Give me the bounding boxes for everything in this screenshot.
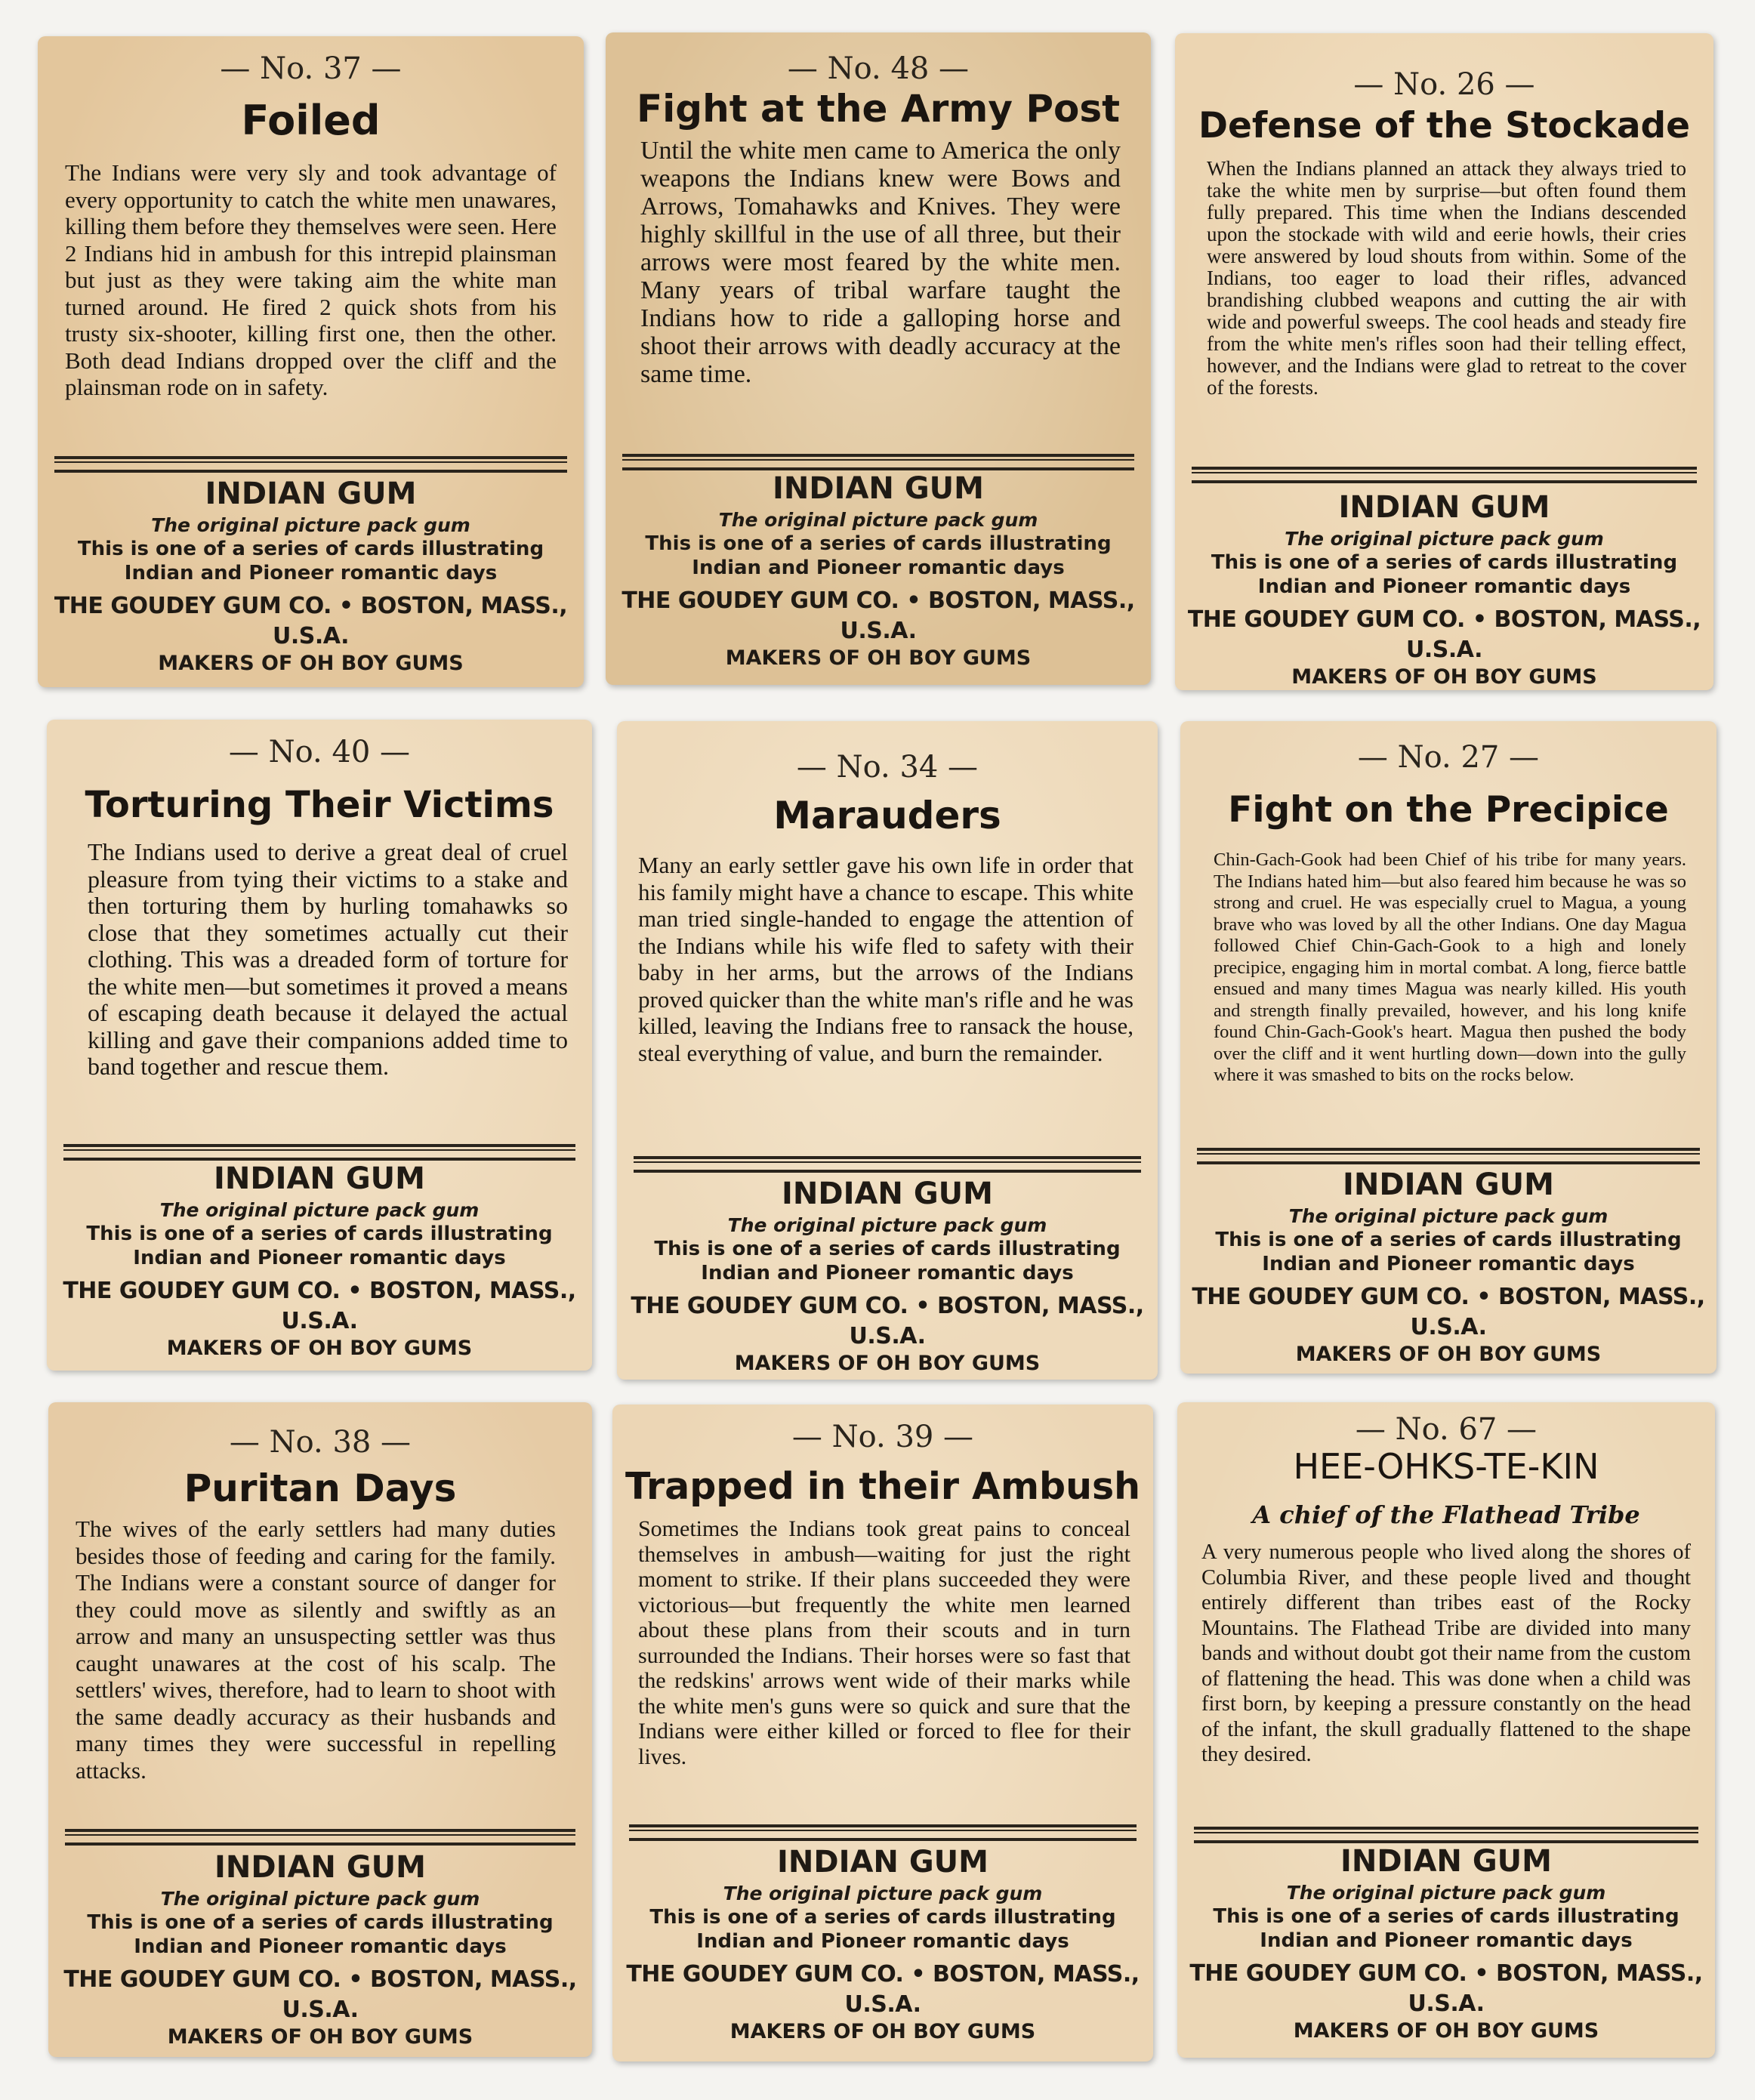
series-line-1: This is one of a series of cards illustrating bbox=[649, 1906, 1116, 1929]
brand-tagline: The original picture pack gum bbox=[1286, 1882, 1606, 1904]
double-rule-divider bbox=[1192, 467, 1697, 483]
trading-card bbox=[48, 1402, 592, 2057]
brand-name: INDIAN GUM bbox=[773, 471, 984, 506]
series-line-1: This is one of a series of cards illustrating bbox=[1211, 551, 1678, 574]
double-rule-divider bbox=[634, 1156, 1141, 1173]
brand-name: INDIAN GUM bbox=[1343, 1167, 1554, 1202]
series-line-1: This is one of a series of cards illustrating bbox=[645, 532, 1112, 555]
company-name: THE GOUDEY GUM CO. • BOSTON, MASS., U.S.A. bbox=[621, 587, 1135, 644]
company-name: THE GOUDEY GUM CO. • BOSTON, MASS., U.S.A. bbox=[1187, 606, 1701, 663]
card-title: Fight on the Precipice bbox=[1228, 789, 1669, 831]
trading-card bbox=[38, 36, 584, 687]
card-footer bbox=[606, 469, 1151, 671]
brand-name: INDIAN GUM bbox=[777, 1845, 989, 1880]
series-line-2: Indian and Pioneer romantic days bbox=[124, 562, 498, 584]
brand-name: INDIAN GUM bbox=[214, 1161, 425, 1196]
card-title: Fight at the Army Post bbox=[637, 87, 1120, 131]
brand-tagline: The original picture pack gum bbox=[723, 1883, 1043, 1904]
card-number: — No. 34 — bbox=[796, 750, 979, 785]
card-body-text: The Indians used to derive a great deal of cruel pleasure from tying their victims to a stake and then torturing them by hurling tomahawks so close that they sometimes actually cut their clothing. This was a dreaded form of torture for the white men—but sometimes it proved a means of escaping death because it delayed the actual killing and gave their companions added time to band together and rescue them. bbox=[88, 838, 568, 1080]
series-line-1: This is one of a series of cards illustrating bbox=[77, 538, 544, 560]
series-line-2: Indian and Pioneer romantic days bbox=[134, 1935, 507, 1958]
card-body-text: Many an early settler gave his own life in order that his family might have a chance to escape. This white man tried single-handed to engage the attention of the Indians while his wife fled to safety with their baby in her arms, but the arrows of the Indians proved quicker than the white man's rifle and he was killed, leaving the Indians free to ransack the house, steal everything of value, and burn the remainder. bbox=[638, 852, 1134, 1066]
trading-card bbox=[1180, 721, 1716, 1374]
brand-tagline: The original picture pack gum bbox=[727, 1214, 1047, 1236]
series-line-2: Indian and Pioneer romantic days bbox=[1260, 1929, 1633, 1952]
company-name: THE GOUDEY GUM CO. • BOSTON, MASS., U.S.A. bbox=[631, 1293, 1144, 1349]
company-name: THE GOUDEY GUM CO. • BOSTON, MASS., U.S.A. bbox=[63, 1966, 577, 2023]
brand-name: INDIAN GUM bbox=[214, 1850, 426, 1885]
trading-card bbox=[1175, 33, 1713, 690]
series-line-2: Indian and Pioneer romantic days bbox=[133, 1247, 506, 1269]
series-line-2: Indian and Pioneer romantic days bbox=[696, 1930, 1069, 1953]
double-rule-divider bbox=[63, 1144, 575, 1161]
card-number: — No. 38 — bbox=[229, 1425, 412, 1460]
double-rule-divider bbox=[1197, 1148, 1700, 1164]
card-footer bbox=[1180, 1165, 1716, 1367]
company-name: THE GOUDEY GUM CO. • BOSTON, MASS., U.S.A. bbox=[63, 1278, 576, 1334]
card-footer bbox=[1177, 1842, 1715, 2043]
card-title: Trapped in their Ambush bbox=[625, 1465, 1141, 1508]
card-title: Defense of the Stockade bbox=[1198, 105, 1691, 146]
card-footer bbox=[612, 1843, 1153, 2044]
card-body-text: Until the white men came to America the only weapons the Indians knew were Bows and Arrows, Tomahawks and Knives. They were highly skillful in the use of all three, but their arrows were most feared by the white men. Many years of tribal warfare taught the Indians how to ride a galloping horse and shoot their arrows with deadly accuracy at the same time. bbox=[640, 137, 1121, 388]
makers-line: MAKERS OF OH BOY GUMS bbox=[1293, 2019, 1599, 2043]
card-body-text: The wives of the early settlers had many duties besides those of feeding and caring for the family. The Indians were a constant source of danger for they could move as silently and swiftly as an arrow and many an unsuspecting settler was thus caught unawares at the cost of his scalp. The settlers' wives, therefore, had to learn to shoot with the same deadly accuracy as their husbands and many times they were successful in repelling attacks. bbox=[76, 1516, 556, 1784]
makers-line: MAKERS OF OH BOY GUMS bbox=[734, 1352, 1041, 1375]
brand-tagline: The original picture pack gum bbox=[1288, 1205, 1608, 1227]
series-line-1: This is one of a series of cards illustrating bbox=[1215, 1229, 1682, 1251]
brand-tagline: The original picture pack gum bbox=[159, 1199, 480, 1221]
series-line-1: This is one of a series of cards illustrating bbox=[87, 1911, 554, 1934]
makers-line: MAKERS OF OH BOY GUMS bbox=[158, 652, 464, 675]
card-number: — No. 27 — bbox=[1357, 740, 1540, 775]
card-body-text: A very numerous people who lived along the shores of Columbia River, and these people lived and thought entirely different than tribes east of the Rocky Mountains. The Flathead Tribe are divided into many bands and without doubt got their name from the custom of flattening the head. This was done when a child was first born, by keeping a pressure constantly on the head of the infant, the skull gradually flattened to the shape they desired. bbox=[1201, 1540, 1691, 1766]
makers-line: MAKERS OF OH BOY GUMS bbox=[725, 646, 1032, 670]
makers-line: MAKERS OF OH BOY GUMS bbox=[166, 1337, 473, 1360]
card-footer bbox=[1175, 488, 1713, 689]
company-name: THE GOUDEY GUM CO. • BOSTON, MASS., U.S.A. bbox=[54, 593, 568, 649]
double-rule-divider bbox=[622, 454, 1134, 470]
makers-line: MAKERS OF OH BOY GUMS bbox=[729, 2020, 1036, 2043]
series-line-1: This is one of a series of cards illustrating bbox=[86, 1223, 553, 1245]
trading-card bbox=[606, 32, 1151, 685]
brand-tagline: The original picture pack gum bbox=[151, 514, 470, 536]
card-footer bbox=[38, 474, 584, 676]
series-line-2: Indian and Pioneer romantic days bbox=[701, 1262, 1074, 1284]
company-name: THE GOUDEY GUM CO. • BOSTON, MASS., U.S.A. bbox=[626, 1961, 1140, 2018]
double-rule-divider bbox=[629, 1824, 1137, 1841]
brand-tagline: The original picture pack gum bbox=[160, 1888, 480, 1910]
series-line-2: Indian and Pioneer romantic days bbox=[1262, 1253, 1635, 1275]
makers-line: MAKERS OF OH BOY GUMS bbox=[1295, 1343, 1602, 1366]
makers-line: MAKERS OF OH BOY GUMS bbox=[1291, 665, 1597, 689]
card-number: — No. 67 — bbox=[1355, 1412, 1538, 1447]
card-body-text: Chin-Gach-Gook had been Chief of his tribe for many years. The Indians hated him—but also feared him because he was so strong and cruel. He was especially cruel to Magua, a young brave who was loved by all the other Indians. One day Magua followed Chief Chin-Gach-Gook to a high and lonely precipice, engaging him in mortal combat. A long, fierce battle ensued and many times Magua was nearly killed. His youth and strength finally prevailed, however, and his long knife found Chin-Gach-Gook's heart. Magua then pushed the body over the cliff and it went hurtling down—down into the gully where it was smashed to bits on the rocks below. bbox=[1214, 850, 1686, 1085]
card-title: Torturing Their Victims bbox=[85, 784, 554, 826]
card-title: Foiled bbox=[241, 97, 381, 144]
makers-line: MAKERS OF OH BOY GUMS bbox=[167, 2025, 473, 2049]
series-line-2: Indian and Pioneer romantic days bbox=[692, 557, 1065, 579]
card-number: — No. 37 — bbox=[220, 51, 402, 86]
card-body-text: Sometimes the Indians took great pains to conceal themselves in ambush—waiting for just the right moment to strike. If their plans succeeded they were victorious—but frequently the white men learned about these plans from their scouts and in turn surrounded the Indians. Their horses were so fast that the redskins' arrows went wide of their marks while the white men's guns were so quick and sure that the Indians were either killed or forced to flee for their lives. bbox=[638, 1516, 1130, 1769]
double-rule-divider bbox=[54, 456, 567, 473]
series-line-1: This is one of a series of cards illustrating bbox=[1213, 1905, 1679, 1928]
card-title: HEE-OHKS-TE-KIN bbox=[1293, 1446, 1599, 1487]
trading-card bbox=[612, 1405, 1153, 2061]
card-number: — No. 48 — bbox=[787, 51, 970, 86]
double-rule-divider bbox=[65, 1829, 575, 1846]
brand-tagline: The original picture pack gum bbox=[718, 509, 1038, 531]
card-number: — No. 40 — bbox=[228, 735, 411, 769]
series-line-2: Indian and Pioneer romantic days bbox=[1257, 575, 1631, 598]
card-body-text: The Indians were very sly and took advantage of every opportunity to catch the white men unawares, killing them before they themselves were seen. Here 2 Indians hid in ambush for this intrepid plainsman but just as they were taking aim the white man turned around. He fired 2 quick shots from his trusty six-shooter, killing first one, then the other. Both dead Indians dropped over the cliff and the plainsman rode on in safety. bbox=[65, 159, 557, 400]
card-footer bbox=[48, 1848, 592, 2049]
company-name: THE GOUDEY GUM CO. • BOSTON, MASS., U.S.A. bbox=[1189, 1960, 1703, 2017]
card-subtitle: A chief of the Flathead Tribe bbox=[1252, 1500, 1640, 1529]
brand-tagline: The original picture pack gum bbox=[1285, 528, 1604, 550]
brand-name: INDIAN GUM bbox=[782, 1176, 993, 1211]
card-title: Puritan Days bbox=[184, 1466, 457, 1510]
card-title: Marauders bbox=[773, 794, 1001, 837]
trading-card bbox=[47, 720, 592, 1371]
company-name: THE GOUDEY GUM CO. • BOSTON, MASS., U.S.A. bbox=[1192, 1284, 1705, 1340]
trading-card bbox=[617, 721, 1158, 1380]
brand-name: INDIAN GUM bbox=[1338, 490, 1550, 525]
brand-name: INDIAN GUM bbox=[1340, 1844, 1552, 1879]
double-rule-divider bbox=[1194, 1827, 1698, 1843]
card-footer bbox=[617, 1174, 1158, 1376]
trading-card bbox=[1177, 1402, 1715, 2058]
card-number: — No. 26 — bbox=[1353, 67, 1535, 102]
card-footer bbox=[47, 1159, 592, 1361]
brand-name: INDIAN GUM bbox=[205, 476, 417, 511]
card-body-text: When the Indians planned an attack they always tried to take the white men by surprise—but often found them fully prepared. This time when the Indians descended upon the stockade with wild and eerie howls, their cries were answered by loud shouts from within. Some of the Indians, too eager to load their rifles, advanced brandishing clubbed weapons and cutting the air with wide and powerful sweeps. The cool heads and steady fire from the white men's rifles soon had their telling effect, however, and the Indians were glad to retreat to the cover of the forests. bbox=[1207, 157, 1686, 399]
card-number: — No. 39 — bbox=[791, 1420, 974, 1454]
series-line-1: This is one of a series of cards illustrating bbox=[654, 1238, 1121, 1260]
